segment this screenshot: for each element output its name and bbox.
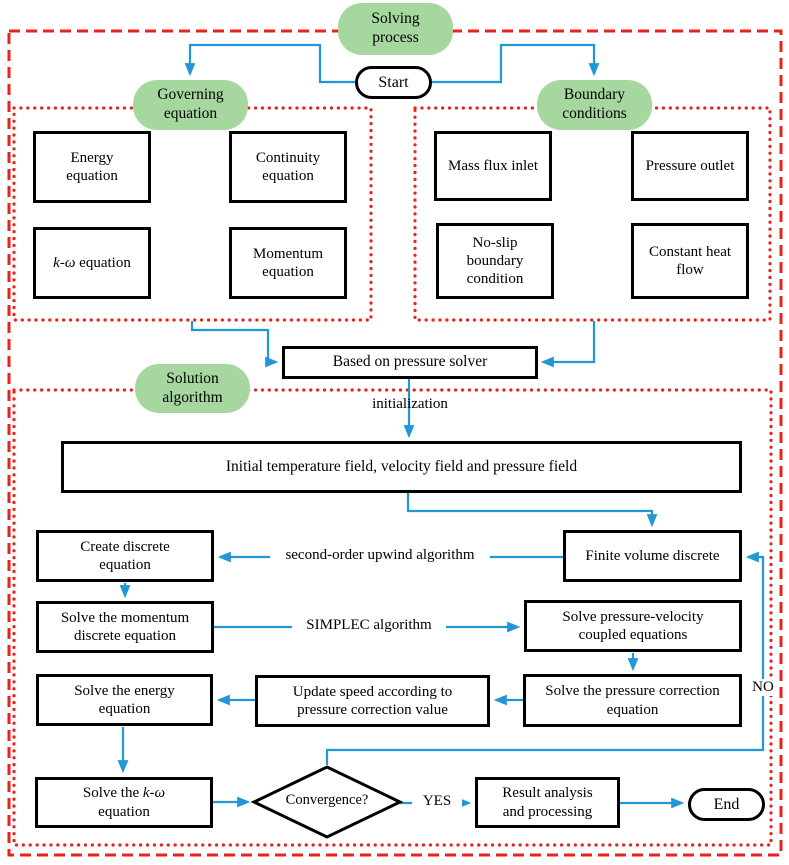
solve-k-omega-rest: equation bbox=[98, 803, 150, 820]
solution-title-label: Solution algorithm bbox=[162, 369, 223, 406]
pressure-outlet-label: Pressure outlet bbox=[645, 157, 735, 174]
start-terminal bbox=[355, 66, 432, 99]
mass-flux-inlet-label: Mass flux inlet bbox=[448, 157, 538, 174]
no-slip-label: No-slip boundary condition bbox=[466, 234, 524, 288]
box-solve-k-omega-equation bbox=[35, 777, 213, 828]
initialization-label: initialization bbox=[372, 396, 448, 412]
result-analysis-label: Result analysis and processing bbox=[502, 785, 593, 820]
energy-equation-label: Energy equation bbox=[66, 149, 118, 184]
no-label: NO bbox=[747, 679, 779, 696]
box-pressure-correction bbox=[523, 674, 742, 727]
box-k-omega-equation bbox=[33, 227, 151, 299]
box-continuity-equation bbox=[229, 131, 347, 203]
box-based-on-pressure-solver bbox=[282, 346, 538, 379]
box-finite-volume-discrete bbox=[563, 530, 742, 582]
momentum-discrete-label: Solve the momentum discrete equation bbox=[60, 609, 190, 644]
start-label: Start bbox=[378, 73, 409, 91]
pill-solution-algorithm bbox=[135, 364, 250, 413]
box-momentum-equation bbox=[229, 227, 347, 299]
solve-energy-label: Solve the energy equation bbox=[74, 682, 175, 717]
governing-title-label: Governing equation bbox=[157, 86, 224, 122]
constant-heat-label: Constant heat flow bbox=[648, 243, 732, 278]
box-solve-energy-equation bbox=[36, 674, 213, 726]
box-update-speed bbox=[255, 675, 490, 727]
arrow-boundary-to-solver bbox=[543, 321, 594, 362]
pressure-correction-label: Solve the pressure correction equation bbox=[545, 683, 720, 718]
pill-governing-equation bbox=[133, 80, 248, 130]
box-no-slip-boundary bbox=[436, 223, 554, 299]
box-result-analysis bbox=[475, 777, 620, 828]
arrow-governing-to-solver bbox=[192, 321, 276, 362]
k-omega-equation-label bbox=[53, 254, 131, 272]
box-initial-fields bbox=[61, 441, 742, 493]
boundary-title-label: Boundary conditions bbox=[562, 86, 627, 122]
box-momentum-discrete-equation bbox=[36, 601, 214, 653]
arrow-convergence-no-feedback bbox=[327, 557, 763, 765]
initial-fields-label: Initial temperature field, velocity field and pressure field bbox=[225, 457, 578, 475]
yes-label: YES bbox=[412, 793, 462, 810]
finite-volume-label: Finite volume discrete bbox=[585, 547, 720, 564]
second-order-upwind-label: second-order upwind algorithm bbox=[270, 547, 490, 564]
end-terminal bbox=[688, 788, 765, 821]
based-on-pressure-solver-label: Based on pressure solver bbox=[332, 353, 488, 371]
pill-boundary-conditions bbox=[537, 80, 652, 130]
momentum-equation-label: Momentum equation bbox=[253, 245, 323, 280]
solve-k-omega-italic: k-ω bbox=[142, 785, 166, 802]
coupled-equations-label: Solve pressure-velocity coupled equations bbox=[562, 608, 704, 643]
box-pressure-velocity-coupled bbox=[524, 600, 742, 652]
convergence-label: Convergence? bbox=[285, 792, 369, 808]
arrow-initial-fields-to-finite-volume bbox=[408, 493, 652, 525]
box-create-discrete-equation bbox=[36, 530, 214, 582]
simplec-algorithm-label: SIMPLEC algorithm bbox=[292, 617, 446, 634]
box-energy-equation bbox=[33, 131, 151, 203]
arrow-start-to-boundary bbox=[432, 45, 594, 82]
solve-k-omega-label bbox=[69, 784, 179, 821]
continuity-equation-label: Continuity equation bbox=[255, 149, 321, 184]
k-omega-rest: equation bbox=[75, 254, 131, 271]
update-speed-label: Update speed according to pressure correction value bbox=[292, 683, 453, 718]
solving-process-label: Solving process bbox=[371, 10, 420, 46]
box-constant-heat-flow bbox=[631, 223, 749, 299]
arrow-start-to-governing bbox=[190, 45, 355, 82]
end-label: End bbox=[713, 795, 740, 813]
k-omega-italic: k-ω bbox=[53, 254, 76, 271]
solve-k-omega-pre: Solve the bbox=[82, 785, 143, 802]
box-pressure-outlet bbox=[631, 131, 749, 201]
create-discrete-label: Create discrete equation bbox=[80, 538, 170, 573]
pill-solving-process bbox=[338, 3, 453, 55]
box-mass-flux-inlet bbox=[434, 131, 552, 201]
